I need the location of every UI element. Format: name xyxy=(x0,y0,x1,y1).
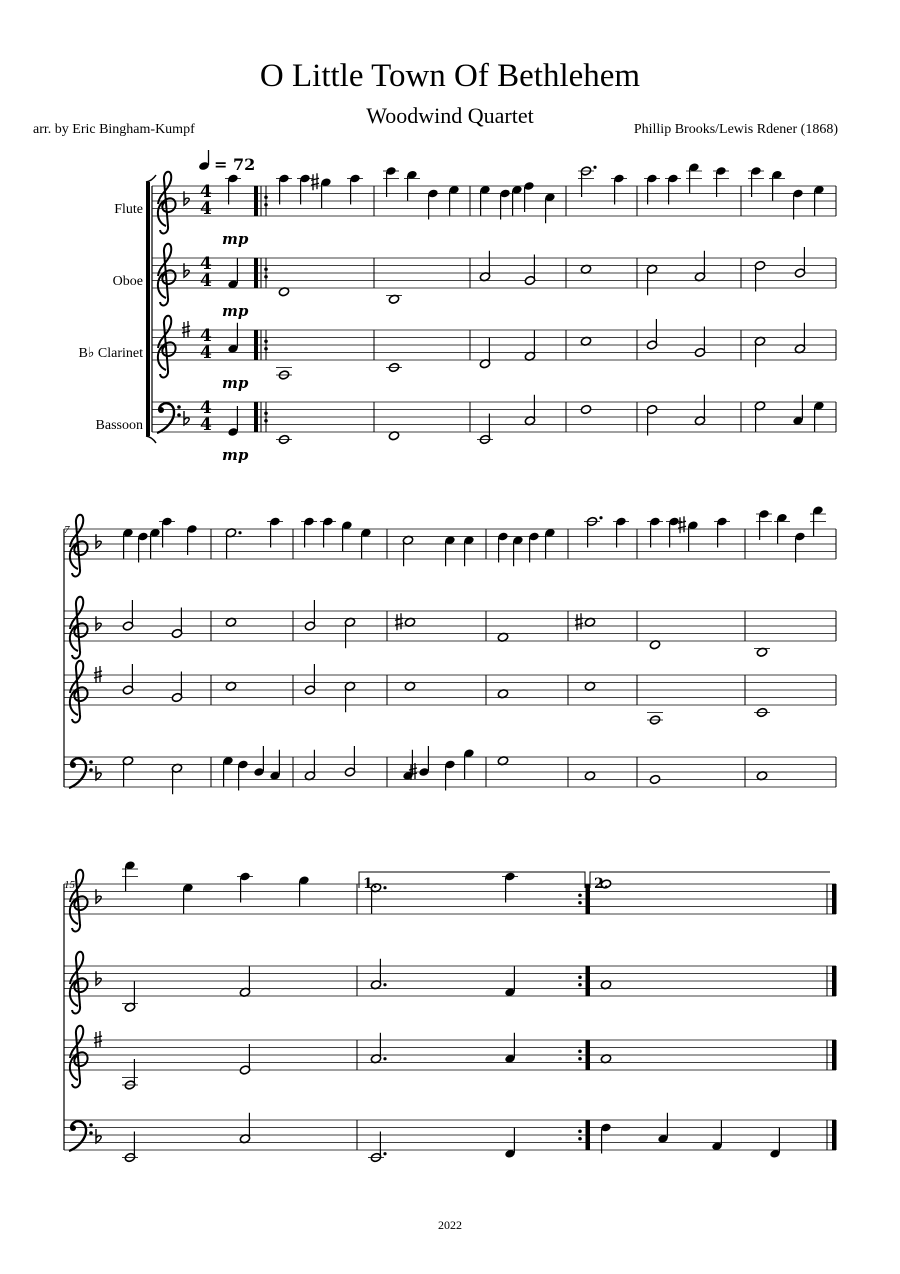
repeat-thick-bar xyxy=(586,1120,590,1150)
repeat-dot xyxy=(264,347,268,351)
augmentation-dot xyxy=(383,1057,386,1060)
instrument-label-bassoon: Bassoon xyxy=(95,418,143,433)
repeat-dot xyxy=(578,1129,582,1133)
bracket-hook xyxy=(146,175,156,182)
treble-clef-icon xyxy=(70,597,88,659)
repeat-thick-bar xyxy=(254,402,258,432)
time-sig-bottom: 4 xyxy=(200,271,212,291)
dynamic-mp: mp xyxy=(222,230,249,248)
time-sig-top: 4 xyxy=(200,326,212,346)
treble-clef-icon xyxy=(70,515,88,577)
bass-clef-dot xyxy=(89,1131,93,1135)
flat-icon xyxy=(96,766,101,780)
repeat-dot xyxy=(578,893,582,897)
bass-clef-dot xyxy=(89,760,93,764)
augmentation-dot xyxy=(238,531,241,534)
final-thick-bar xyxy=(832,1120,836,1150)
staff-layer xyxy=(64,172,836,1151)
time-sig-bottom: 4 xyxy=(200,343,212,363)
repeat-dot xyxy=(264,195,268,199)
bass-clef-dot xyxy=(158,407,164,413)
repeat-dot xyxy=(578,1057,582,1061)
repeat-thick-bar xyxy=(254,330,258,360)
treble-clef-icon xyxy=(70,952,88,1014)
repeat-thick-bar xyxy=(586,966,590,996)
repeat-dot xyxy=(264,419,268,423)
repeat-dot xyxy=(264,203,268,207)
repeat-dot xyxy=(578,983,582,987)
sharp-icon xyxy=(575,613,583,630)
dynamic-mp: mp xyxy=(222,374,249,392)
volta-label-1: 1. xyxy=(363,876,378,892)
time-sig-bottom: 4 xyxy=(200,199,212,219)
repeat-dot xyxy=(264,411,268,415)
note-head xyxy=(580,404,591,414)
augmentation-dot xyxy=(599,516,602,519)
repeat-dot xyxy=(264,275,268,279)
sharp-icon xyxy=(94,666,102,683)
volta-bracket-1 xyxy=(359,872,585,888)
arranger-credit: arr. by Eric Bingham-Kumpf xyxy=(33,122,195,137)
treble-clef-icon xyxy=(158,172,176,234)
page-subtitle: Woodwind Quartet xyxy=(366,103,534,128)
dynamic-mp: mp xyxy=(222,446,249,464)
augmentation-dot xyxy=(593,166,596,169)
instrument-label-clarinet: B♭ Clarinet xyxy=(78,346,143,361)
bass-clef-dot xyxy=(70,1125,76,1131)
tempo-text: = 72 xyxy=(214,155,256,174)
text-layer xyxy=(64,150,830,892)
composer-credit: Phillip Brooks/Lewis Rdener (1868) xyxy=(633,122,838,137)
instrument-label-flute: Flute xyxy=(114,202,143,217)
flat-icon xyxy=(184,411,189,425)
sharp-icon xyxy=(182,321,190,338)
augmentation-dot xyxy=(383,983,386,986)
volta-label-2: 2. xyxy=(594,876,609,892)
treble-clef-icon xyxy=(158,316,176,378)
repeat-dot xyxy=(578,1049,582,1053)
final-thick-bar xyxy=(832,1040,836,1070)
measure-number: 7 xyxy=(64,524,70,536)
flat-icon xyxy=(96,1129,101,1143)
time-sig-top: 4 xyxy=(200,182,212,202)
instrument-label-oboe: Oboe xyxy=(112,274,143,289)
repeat-thick-bar xyxy=(586,1040,590,1070)
bass-clef-dot xyxy=(89,1123,93,1127)
augmentation-dot xyxy=(383,886,386,889)
treble-clef-icon xyxy=(70,661,88,723)
repeat-thick-bar xyxy=(586,884,590,914)
bass-clef-dot xyxy=(177,405,181,409)
repeat-dot xyxy=(578,1137,582,1141)
sharp-icon xyxy=(678,516,686,533)
sharp-icon xyxy=(94,1031,102,1048)
time-sig-top: 4 xyxy=(200,398,212,418)
repeat-thick-bar xyxy=(254,258,258,288)
augmentation-dot xyxy=(383,1152,386,1155)
volta-bracket-2 xyxy=(590,872,830,888)
repeat-thick-bar xyxy=(254,186,258,216)
repeat-dot xyxy=(264,267,268,271)
treble-clef-icon xyxy=(70,1026,88,1088)
bass-clef-dot xyxy=(177,413,181,417)
repeat-dot xyxy=(578,975,582,979)
note-head xyxy=(649,774,660,784)
page-title: O Little Town Of Bethlehem xyxy=(259,58,641,94)
bass-clef-dot xyxy=(89,768,93,772)
bracket-hook xyxy=(146,436,156,443)
repeat-dot xyxy=(578,901,582,905)
repeat-dot xyxy=(264,339,268,343)
measure-number: 15 xyxy=(64,879,75,891)
time-sig-bottom: 4 xyxy=(200,415,212,435)
sharp-icon xyxy=(311,173,319,190)
sharp-icon xyxy=(395,613,403,630)
final-thick-bar xyxy=(832,884,836,914)
dynamic-mp: mp xyxy=(222,302,249,320)
tempo-marking xyxy=(198,150,255,174)
final-thick-bar xyxy=(832,966,836,996)
treble-clef-icon xyxy=(158,244,176,306)
time-sig-top: 4 xyxy=(200,254,212,274)
bass-clef-dot xyxy=(70,762,76,768)
footer-year: 2022 xyxy=(438,1218,462,1232)
